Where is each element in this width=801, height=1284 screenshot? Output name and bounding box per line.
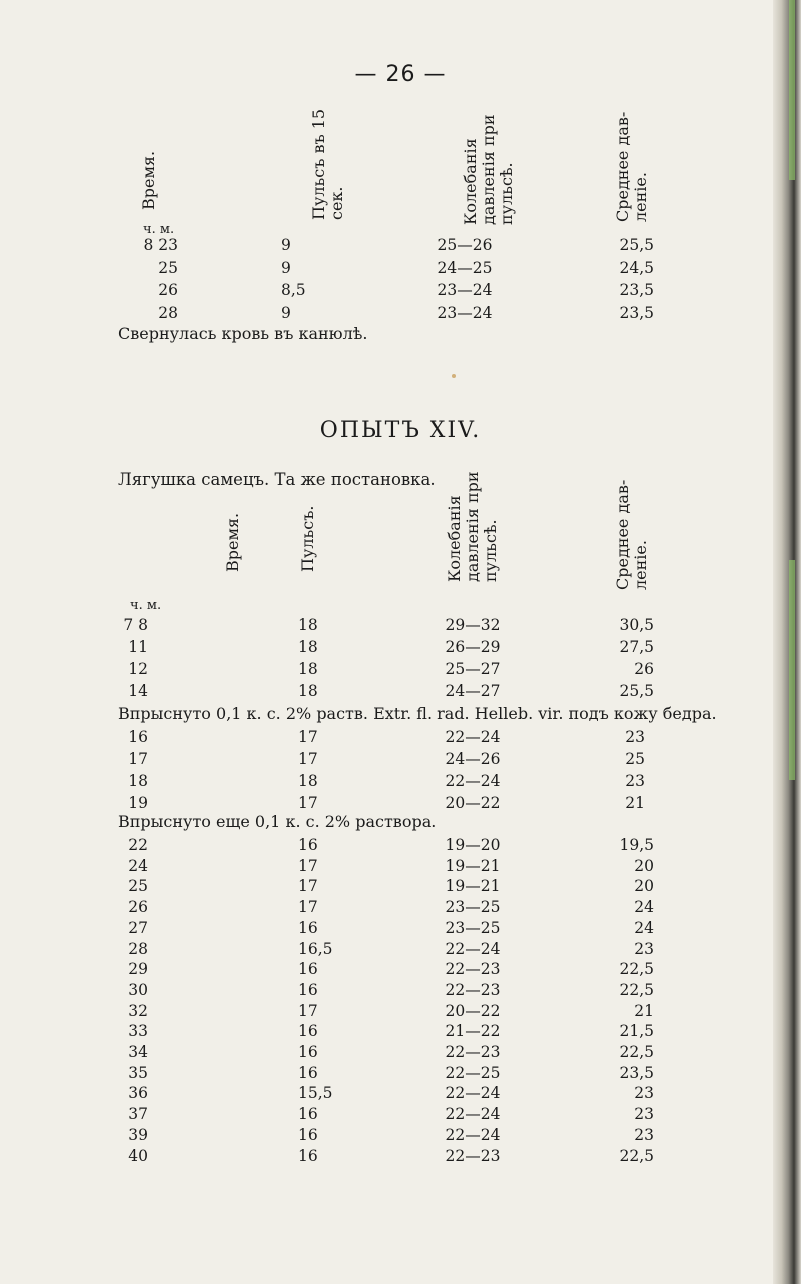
cell-avg: 23	[634, 939, 654, 958]
paper-spot	[452, 374, 456, 378]
cell-pulse: 16	[298, 1043, 318, 1061]
cell-time: 7 8	[123, 616, 148, 634]
cell-time: 24	[128, 856, 148, 875]
table-row	[0, 857, 801, 878]
table-row	[0, 616, 801, 637]
cell-time: 39	[128, 1125, 148, 1144]
cell-pulse: 16	[298, 918, 318, 937]
table-row	[0, 750, 801, 771]
header-pulse: Пульсъ въ 15 сек.	[309, 108, 346, 220]
header-pressure-range: Колебанія давленія при пульсѣ.	[445, 471, 500, 582]
table-row	[0, 1126, 801, 1147]
cell-range: 20—22	[445, 1001, 501, 1020]
cell-time: 17	[128, 750, 148, 768]
cell-range: 19—21	[445, 877, 501, 896]
cell-range: 25—26	[437, 236, 493, 254]
cell-avg: 23,5	[619, 1063, 654, 1082]
cell-pulse: 9	[281, 303, 291, 322]
cell-pulse: 16	[298, 1022, 318, 1041]
cell-range: 19—20	[445, 836, 501, 854]
cell-range: 29—32	[445, 616, 501, 634]
cell-range: 22—23	[445, 1146, 501, 1165]
cell-avg: 22,5	[619, 1043, 654, 1061]
header-avg-pressure: Среднее дав-леніе.	[613, 111, 650, 222]
table-row	[0, 660, 801, 681]
cell-avg: 24,5	[619, 258, 654, 277]
cell-range: 21—22	[445, 1022, 501, 1041]
cell-pulse: 17	[298, 728, 318, 746]
cell-avg: 20	[634, 877, 654, 896]
cell-time: 34	[128, 1043, 148, 1061]
table-row	[0, 772, 801, 793]
cell-avg: 23,5	[619, 303, 654, 322]
cell-pulse: 16	[298, 1125, 318, 1144]
cell-time: 22	[128, 836, 148, 854]
table-row	[0, 281, 801, 302]
cell-range: 26—29	[445, 638, 501, 656]
cell-time: 32	[128, 1001, 148, 1020]
cell-time: 25	[128, 877, 148, 896]
edge-stain	[789, 0, 795, 180]
cell-pulse: 18	[298, 660, 318, 678]
cell-avg: 23	[625, 772, 645, 790]
cell-time: 11	[128, 638, 148, 656]
cell-avg: 22,5	[619, 960, 654, 979]
cell-time: 33	[128, 1022, 148, 1041]
table1-note: Свернулась кровь въ канюлѣ.	[118, 324, 368, 343]
cell-time: 12	[128, 660, 148, 678]
cell-range: 22—24	[445, 1084, 501, 1103]
cell-pulse: 16	[298, 1063, 318, 1082]
cell-pulse: 17	[298, 750, 318, 768]
cell-range: 23—24	[437, 281, 493, 299]
cell-pulse: 17	[298, 856, 318, 875]
cell-avg: 21,5	[619, 1022, 654, 1041]
cell-time: 29	[128, 960, 148, 979]
cell-pulse: 9	[281, 236, 291, 254]
cell-time: 8 23	[143, 236, 178, 254]
cell-range: 22—25	[445, 1063, 501, 1082]
cell-time: 16	[128, 728, 148, 746]
cell-avg: 23	[634, 1125, 654, 1144]
cell-avg: 23	[634, 1105, 654, 1124]
cell-pulse: 16	[298, 960, 318, 979]
cell-avg: 25,5	[619, 682, 654, 700]
cell-range: 22—23	[445, 980, 501, 999]
table-row	[0, 1105, 801, 1126]
cell-pulse: 18	[298, 638, 318, 656]
cell-avg: 19,5	[619, 836, 654, 854]
table-row	[0, 1147, 801, 1168]
cell-range: 20—22	[445, 794, 501, 812]
cell-pulse: 8,5	[281, 281, 306, 299]
cell-avg: 30,5	[619, 616, 654, 634]
cell-avg: 25	[625, 750, 645, 768]
cell-pulse: 17	[298, 877, 318, 896]
table-row	[0, 877, 801, 898]
header-pressure-range: Колебанія давленія при пульсѣ.	[461, 114, 516, 225]
cell-time: 40	[128, 1146, 148, 1165]
cell-time: 14	[128, 682, 148, 700]
cell-range: 22—23	[445, 1043, 501, 1061]
cell-range: 19—21	[445, 856, 501, 875]
cell-range: 22—23	[445, 960, 501, 979]
cell-avg: 21	[634, 1001, 654, 1020]
table-row	[0, 728, 801, 749]
table-row	[0, 960, 801, 981]
cell-avg: 24	[634, 918, 654, 937]
cell-pulse: 16	[298, 1105, 318, 1124]
cell-range: 24—25	[437, 258, 493, 277]
cell-avg: 26	[634, 660, 654, 678]
injection-note-1: Впрыснуто 0,1 к. с. 2% раств. Extr. fl. rad. Helleb. vir. подъ кожу бедра.	[118, 704, 717, 723]
cell-time: 28	[158, 303, 178, 322]
cell-time: 27	[128, 918, 148, 937]
header-pulse: Пульсъ.	[298, 505, 317, 572]
cell-pulse: 9	[281, 258, 291, 277]
page-number: — 26 —	[354, 62, 447, 87]
cell-range: 22—24	[445, 1125, 501, 1144]
time-unit: ч. м.	[130, 598, 162, 613]
cell-time: 25	[158, 258, 178, 277]
cell-avg: 23,5	[619, 281, 654, 299]
cell-range: 22—24	[445, 1105, 501, 1124]
cell-range: 23—25	[445, 898, 501, 917]
table-row	[0, 1002, 801, 1023]
header-time: Время.	[139, 150, 158, 210]
cell-pulse: 17	[298, 794, 318, 812]
table-row	[0, 981, 801, 1002]
header-time: Время.	[223, 512, 242, 572]
cell-avg: 22,5	[619, 1146, 654, 1165]
cell-pulse: 16	[298, 1146, 318, 1165]
cell-time: 35	[128, 1063, 148, 1082]
table-row	[0, 1022, 801, 1043]
header-avg-pressure: Среднее дав-леніе.	[613, 479, 650, 590]
table-row	[0, 638, 801, 659]
cell-range: 23—25	[445, 918, 501, 937]
cell-avg: 22,5	[619, 980, 654, 999]
table-row	[0, 1064, 801, 1085]
cell-avg: 20	[634, 856, 654, 875]
intro-text: Лягушка самецъ. Та же постановка.	[118, 470, 436, 489]
cell-time: 28	[128, 939, 148, 958]
time-unit: ч. м.	[143, 222, 175, 237]
cell-avg: 21	[625, 794, 645, 812]
cell-pulse: 18	[298, 682, 318, 700]
cell-pulse: 15,5	[298, 1084, 333, 1103]
table-row	[0, 236, 801, 257]
cell-time: 36	[128, 1084, 148, 1103]
cell-time: 26	[128, 898, 148, 917]
cell-avg: 23	[625, 728, 645, 746]
cell-avg: 24	[634, 898, 654, 917]
cell-time: 19	[128, 794, 148, 812]
cell-range: 22—24	[445, 939, 501, 958]
cell-range: 24—26	[445, 750, 501, 768]
cell-pulse: 18	[298, 616, 318, 634]
section-title: ОПЫТЪ XIV.	[319, 418, 482, 443]
cell-avg: 25,5	[619, 236, 654, 254]
cell-time: 37	[128, 1105, 148, 1124]
injection-note-2: Впрыснуто еще 0,1 к. с. 2% раствора.	[118, 812, 437, 831]
cell-range: 24—27	[445, 682, 501, 700]
cell-range: 22—24	[445, 728, 501, 746]
table-row	[0, 682, 801, 703]
cell-pulse: 16	[298, 980, 318, 999]
cell-pulse: 16,5	[298, 939, 333, 958]
cell-avg: 23	[634, 1084, 654, 1103]
table-row	[0, 836, 801, 857]
cell-range: 22—24	[445, 772, 501, 790]
table-row	[0, 1084, 801, 1105]
cell-pulse: 16	[298, 836, 318, 854]
table-row	[0, 940, 801, 961]
cell-pulse: 17	[298, 1001, 318, 1020]
cell-range: 25—27	[445, 660, 501, 678]
table-row	[0, 259, 801, 280]
cell-time: 18	[128, 772, 148, 790]
table-row	[0, 919, 801, 940]
cell-avg: 27,5	[619, 638, 654, 656]
cell-pulse: 18	[298, 772, 318, 790]
table-row	[0, 1043, 801, 1064]
cell-pulse: 17	[298, 898, 318, 917]
cell-range: 23—24	[437, 303, 493, 322]
cell-time: 30	[128, 980, 148, 999]
cell-time: 26	[158, 281, 178, 299]
table-row	[0, 304, 801, 325]
table-row	[0, 898, 801, 919]
